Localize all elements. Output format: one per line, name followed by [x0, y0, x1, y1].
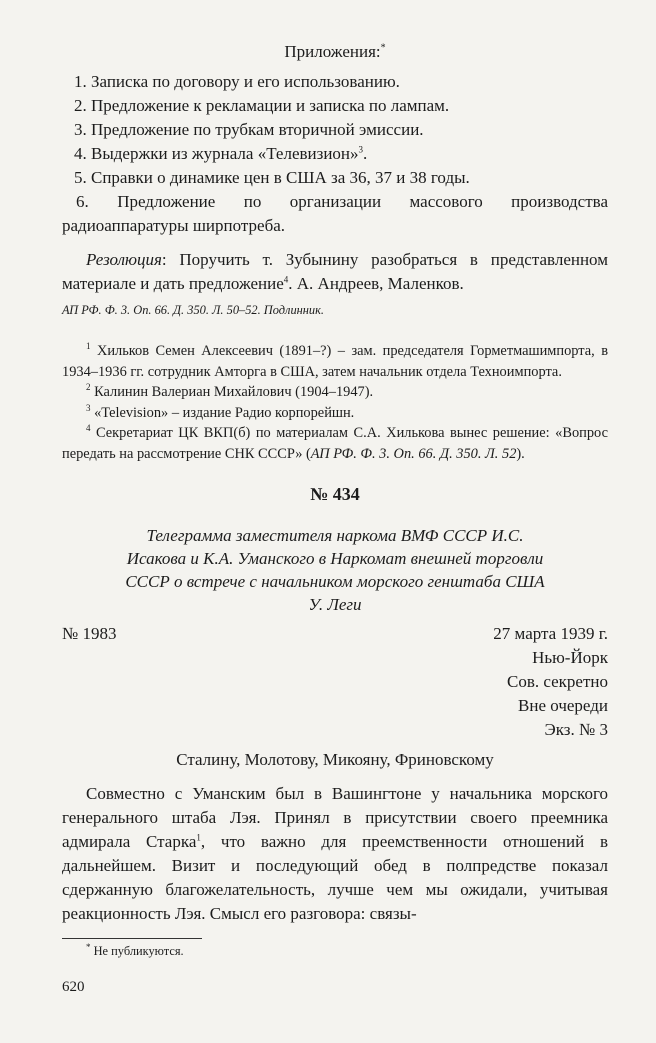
book-page: [62, 40, 608, 960]
footnote-ref-3: 3: [358, 144, 364, 155]
footnote-3: $^3$ «Television» – издание Радио корпорейшн.: [86, 402, 355, 421]
document-place: Нью-Йорк: [532, 648, 608, 667]
document-meta-row: [62, 622, 608, 646]
appendix-item-1: 1. Записка по договору и его использованию.: [74, 72, 400, 91]
appendix-title-marker: *: [380, 42, 386, 54]
footnotes: [62, 341, 608, 464]
appendix-item-2: 2. Предложение к рекламации и записка по лампам.: [74, 96, 450, 115]
document-body: Совместно с Уманским был в Вашингтоне у начальника морского генерального штаба Лэя. Принял в присутствии своего преемника адмирала Старка$^1$, что важно для преемственности отношений в дальнейшем. Визит и последующий обед в полпредстве показал сдержанную благожелательность, лучше чем мы ожидали, учитывая реакционность Лэя. Смысл его разговора: связы-: [62, 784, 608, 923]
addressees: Сталину, Молотову, Микояну, Фриновскому: [176, 750, 494, 769]
appendix-list: [62, 70, 608, 238]
document-date: 27 марта 1939 г.: [493, 624, 608, 643]
copy-number: Экз. № 3: [544, 720, 608, 739]
priority-stamp: Вне очереди: [518, 696, 608, 715]
secrecy-stamp: Сов. секретно: [507, 672, 608, 691]
footnote-ref-1: 1: [196, 832, 201, 843]
appendix-item-5: 5. Справки о динамике цен в США за 36, 37 и 38 годы.: [74, 168, 470, 187]
footnote-2: $^2$ Калинин Валериан Михайлович (1904–1947).: [86, 382, 374, 400]
bottom-footnote: * Не публикуются.: [86, 941, 184, 958]
footnote-4: $^4$ Секретариат ЦК ВКП(б) по материалам С.А. Хилькова вынес решение: «Вопрос передать на рассмотрение СНК СССР» (АП РФ. Ф. 3. Оп. 66. Д. 350. Л. 52).: [62, 423, 608, 462]
appendix-item-6: 6. Предложение по организации массового производства радиоаппаратуры ширпотреба.: [62, 192, 608, 235]
resolution-label: Резолюция: [86, 250, 162, 269]
appendix-item-4: 4. Выдержки из журнала «Телевизион»$^3$.: [74, 144, 368, 163]
page-number: 620: [62, 979, 85, 995]
appendix-title: Приложения:*: [284, 42, 386, 61]
archive-reference: АП РФ. Ф. 3. Оп. 66. Д. 350. Л. 50–52. Подлинник.: [62, 303, 325, 317]
resolution: Резолюция: Поручить т. Зубынину разобраться в представленном материале и дать предложение$^4$. А. Андреев, Маленков.: [62, 250, 608, 293]
footnote-1: $^1$ Хильков Семен Алексеевич (1891–?) – зам. председателя Горметмашимпорта, в 1934–1936 гг. сотрудник Амторга в США, затем начальник отдела Техноимпорта.: [62, 341, 608, 380]
document-title: Телеграмма заместителя наркома ВМФ СССР И.С. Исакова и К.А. Уманского в Наркомат внешней торговли СССР о встрече с начальником морского генштаба США У. Леги: [125, 526, 545, 614]
footnote-divider: [62, 938, 202, 939]
appendix-item-3: 3. Предложение по трубкам вторичной эмиссии.: [74, 120, 424, 139]
registration-number: № 1983: [62, 624, 117, 643]
footnote-ref-4: 4: [283, 274, 289, 285]
document-number: № 434: [310, 484, 360, 504]
